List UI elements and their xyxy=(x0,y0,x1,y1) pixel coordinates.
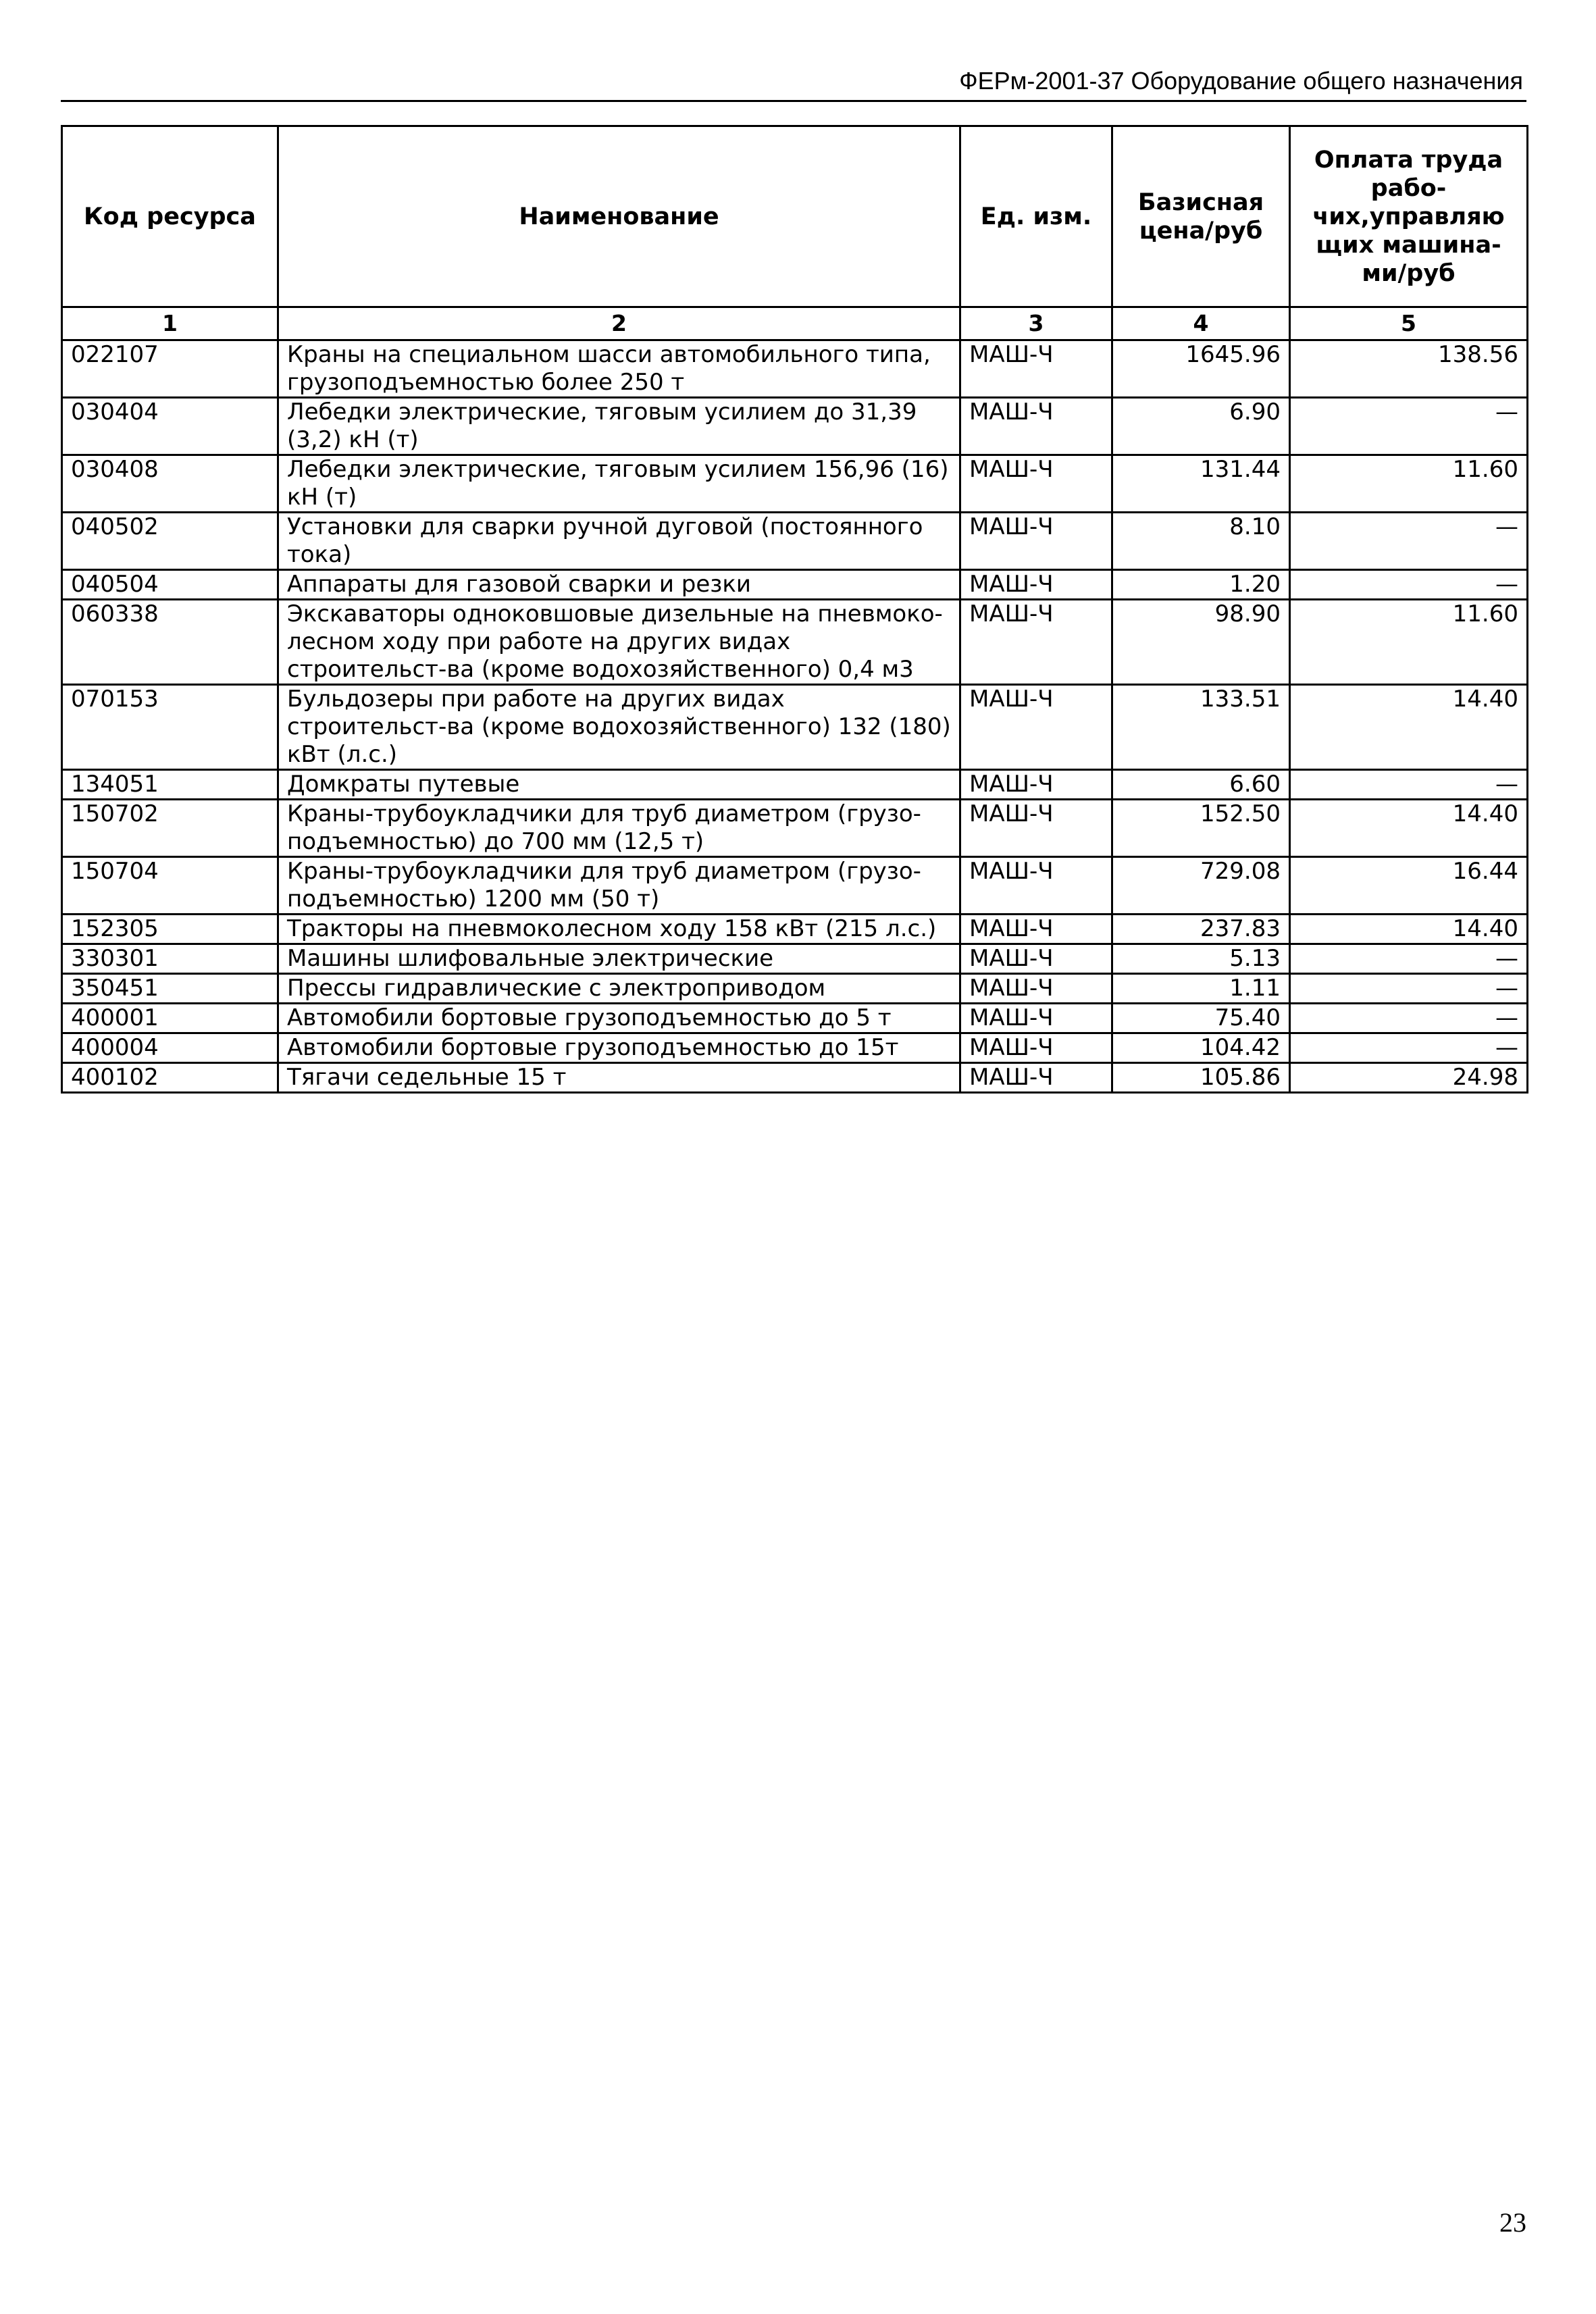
resource-name: Бульдозеры при работе на других видах строительст-ва (кроме водохозяйственного) 132 (180) кВт (л.с.) xyxy=(278,685,960,770)
resource-unit: МАШ-Ч xyxy=(960,857,1112,915)
resource-name: Лебедки электрические, тяговым усилием 156,96 (16) кН (т) xyxy=(278,455,960,513)
column-number: 2 xyxy=(278,307,960,340)
column-number: 5 xyxy=(1290,307,1528,340)
table-row xyxy=(62,770,1528,800)
resource-wage: 14.40 xyxy=(1290,915,1528,944)
resource-wage: — xyxy=(1290,944,1528,974)
resource-wage: — xyxy=(1290,1033,1528,1063)
resource-price: 1.11 xyxy=(1112,974,1290,1004)
resource-code: 152305 xyxy=(62,915,278,944)
resource-wage: 14.40 xyxy=(1290,685,1528,770)
resource-wage: 11.60 xyxy=(1290,455,1528,513)
resource-code: 400004 xyxy=(62,1033,278,1063)
resource-price: 75.40 xyxy=(1112,1004,1290,1033)
resource-wage: 14.40 xyxy=(1290,800,1528,857)
table-row xyxy=(62,513,1528,570)
resource-name: Краны на специальном шасси автомобильного типа, грузоподъемностью более 250 т xyxy=(278,340,960,398)
resource-unit: МАШ-Ч xyxy=(960,685,1112,770)
resource-name: Машины шлифовальные электрические xyxy=(278,944,960,974)
resource-price: 1645.96 xyxy=(1112,340,1290,398)
resource-wage: — xyxy=(1290,570,1528,600)
resource-unit: МАШ-Ч xyxy=(960,944,1112,974)
resource-price: 237.83 xyxy=(1112,915,1290,944)
resource-price: 104.42 xyxy=(1112,1033,1290,1063)
resource-code: 134051 xyxy=(62,770,278,800)
resource-wage: — xyxy=(1290,1004,1528,1033)
resource-name: Краны-трубоукладчики для труб диаметром (грузо-подъемностью) 1200 мм (50 т) xyxy=(278,857,960,915)
resource-unit: МАШ-Ч xyxy=(960,513,1112,570)
resource-code: 022107 xyxy=(62,340,278,398)
table-row xyxy=(62,570,1528,600)
resource-name: Прессы гидравлические с электроприводом xyxy=(278,974,960,1004)
resource-wage: — xyxy=(1290,513,1528,570)
table-row xyxy=(62,685,1528,770)
resource-price: 1.20 xyxy=(1112,570,1290,600)
resource-wage: 11.60 xyxy=(1290,600,1528,685)
resource-unit: МАШ-Ч xyxy=(960,398,1112,455)
resource-price: 152.50 xyxy=(1112,800,1290,857)
resource-wage: 138.56 xyxy=(1290,340,1528,398)
resource-price: 6.60 xyxy=(1112,770,1290,800)
resource-wage: — xyxy=(1290,770,1528,800)
resource-code: 060338 xyxy=(62,600,278,685)
table-row xyxy=(62,800,1528,857)
resource-unit: МАШ-Ч xyxy=(960,600,1112,685)
resource-unit: МАШ-Ч xyxy=(960,340,1112,398)
resource-code: 040504 xyxy=(62,570,278,600)
table-row xyxy=(62,974,1528,1004)
resource-code: 030404 xyxy=(62,398,278,455)
resource-name: Краны-трубоукладчики для труб диаметром (грузо-подъемностью) до 700 мм (12,5 т) xyxy=(278,800,960,857)
resource-price: 5.13 xyxy=(1112,944,1290,974)
table-row xyxy=(62,1033,1528,1063)
resource-code: 150704 xyxy=(62,857,278,915)
resource-unit: МАШ-Ч xyxy=(960,1063,1112,1093)
resource-name: Автомобили бортовые грузоподъемностью до 5 т xyxy=(278,1004,960,1033)
resource-name: Аппараты для газовой сварки и резки xyxy=(278,570,960,600)
column-number-row xyxy=(62,307,1528,340)
resource-price: 131.44 xyxy=(1112,455,1290,513)
resource-code: 400001 xyxy=(62,1004,278,1033)
table-row xyxy=(62,600,1528,685)
resource-name: Лебедки электрические, тяговым усилием до 31,39 (3,2) кН (т) xyxy=(278,398,960,455)
resource-name: Тягачи седельные 15 т xyxy=(278,1063,960,1093)
resource-unit: МАШ-Ч xyxy=(960,1033,1112,1063)
resource-wage: — xyxy=(1290,398,1528,455)
resource-code: 040502 xyxy=(62,513,278,570)
resource-unit: МАШ-Ч xyxy=(960,800,1112,857)
resource-code: 070153 xyxy=(62,685,278,770)
resource-name: Домкраты путевые xyxy=(278,770,960,800)
table-row xyxy=(62,857,1528,915)
resource-name: Автомобили бортовые грузоподъемностью до 15т xyxy=(278,1033,960,1063)
column-number: 4 xyxy=(1112,307,1290,340)
resource-code: 330301 xyxy=(62,944,278,974)
resource-price: 6.90 xyxy=(1112,398,1290,455)
resource-wage: 16.44 xyxy=(1290,857,1528,915)
column-header-name: Наименование xyxy=(278,126,960,307)
column-header-wage: Оплата труда рабо-чих,управляю щих машина-ми/руб xyxy=(1290,126,1528,307)
resource-price: 729.08 xyxy=(1112,857,1290,915)
resource-code: 030408 xyxy=(62,455,278,513)
resource-unit: МАШ-Ч xyxy=(960,915,1112,944)
resource-price: 8.10 xyxy=(1112,513,1290,570)
column-number: 3 xyxy=(960,307,1112,340)
table-row xyxy=(62,455,1528,513)
table-row xyxy=(62,1063,1528,1093)
page-number: 23 xyxy=(1499,2207,1526,2238)
table-row xyxy=(62,398,1528,455)
resource-price: 105.86 xyxy=(1112,1063,1290,1093)
header-rule xyxy=(61,100,1526,102)
resource-wage: — xyxy=(1290,974,1528,1004)
table-header-row xyxy=(62,126,1528,307)
resource-wage: 24.98 xyxy=(1290,1063,1528,1093)
resource-code: 350451 xyxy=(62,974,278,1004)
resource-name: Установки для сварки ручной дуговой (постоянного тока) xyxy=(278,513,960,570)
resource-price: 98.90 xyxy=(1112,600,1290,685)
column-header-price: Базисная цена/руб xyxy=(1112,126,1290,307)
resources-table xyxy=(61,125,1528,1094)
table-row xyxy=(62,944,1528,974)
column-header-unit: Ед. изм. xyxy=(960,126,1112,307)
resource-name: Экскаваторы одноковшовые дизельные на пневмоко-лесном ходу при работе на других видах строительст-ва (кроме водохозяйственного) 0,4 м3 xyxy=(278,600,960,685)
column-header-code: Код ресурса xyxy=(62,126,278,307)
column-number: 1 xyxy=(62,307,278,340)
resource-code: 400102 xyxy=(62,1063,278,1093)
resource-unit: МАШ-Ч xyxy=(960,974,1112,1004)
table-row xyxy=(62,340,1528,398)
resource-unit: МАШ-Ч xyxy=(960,570,1112,600)
table-row xyxy=(62,915,1528,944)
resource-unit: МАШ-Ч xyxy=(960,455,1112,513)
resource-price: 133.51 xyxy=(1112,685,1290,770)
running-header: ФЕРм-2001-37 Оборудование общего назначения xyxy=(959,67,1523,95)
table-row xyxy=(62,1004,1528,1033)
resource-unit: МАШ-Ч xyxy=(960,1004,1112,1033)
resource-code: 150702 xyxy=(62,800,278,857)
resource-name: Тракторы на пневмоколесном ходу 158 кВт (215 л.с.) xyxy=(278,915,960,944)
resource-unit: МАШ-Ч xyxy=(960,770,1112,800)
